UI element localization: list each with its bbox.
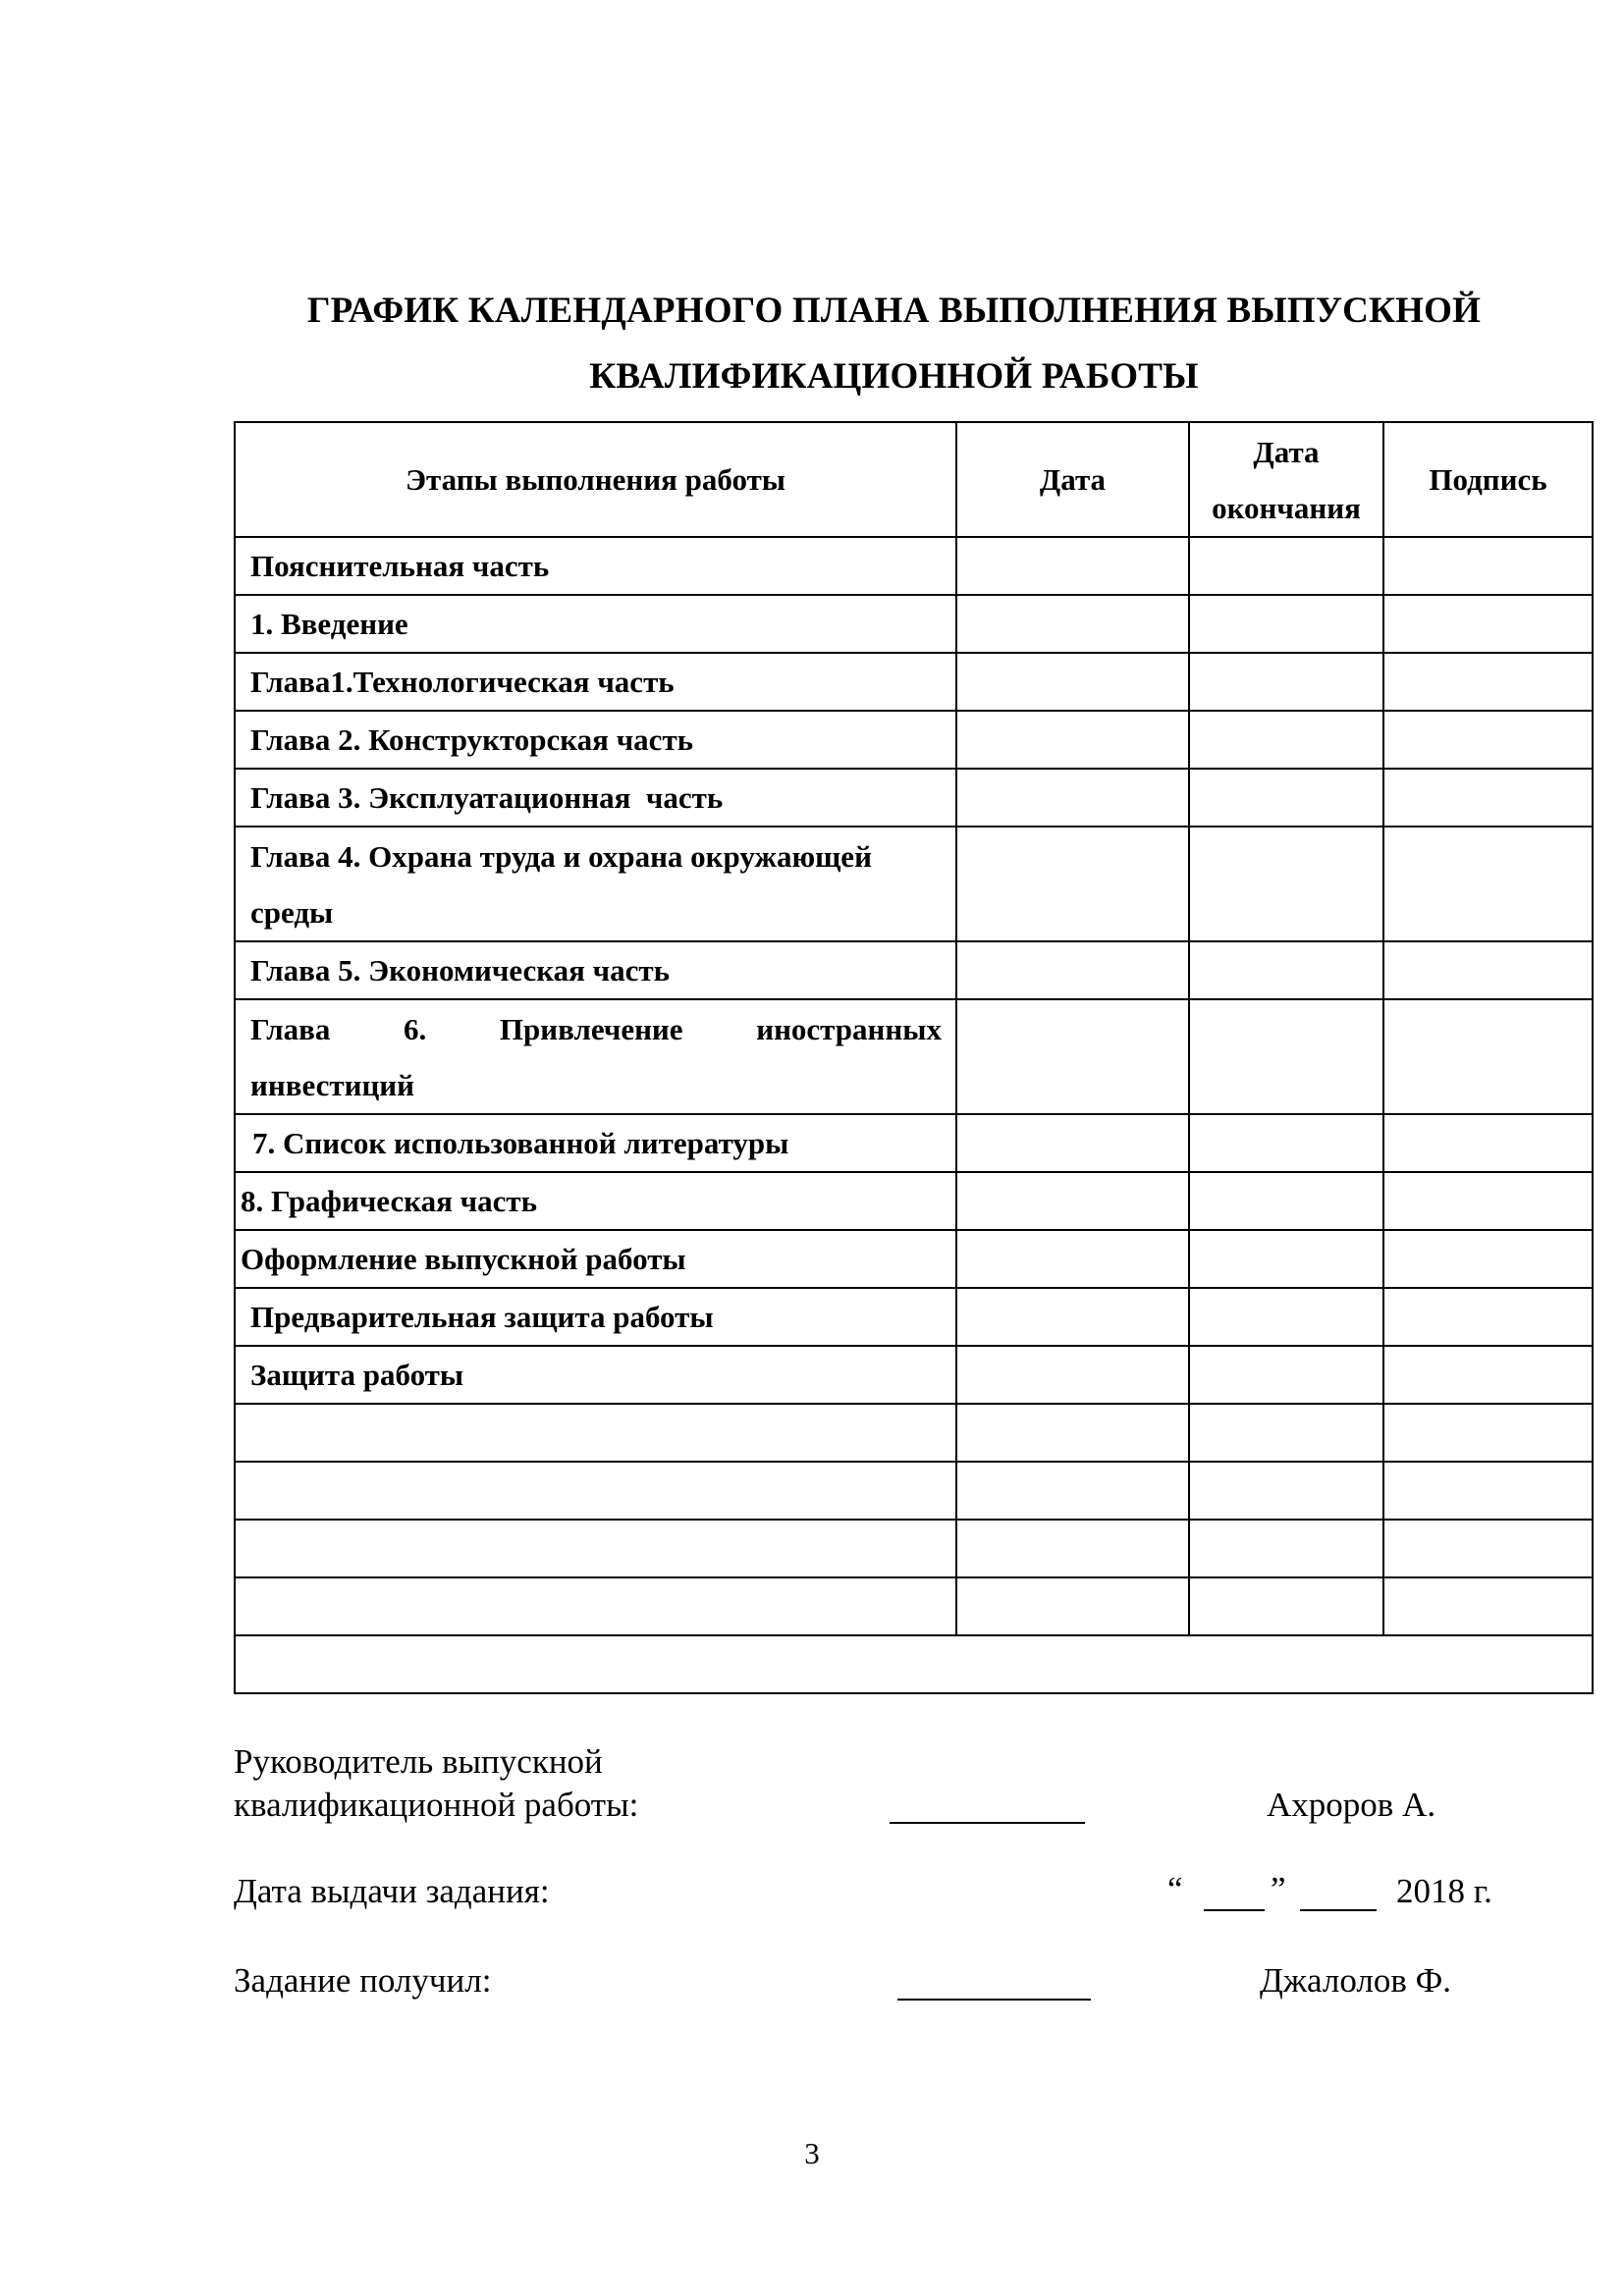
end-date-cell[interactable] [1189,1114,1383,1172]
signature-cell[interactable] [1383,1288,1593,1346]
stage-cell-line2: среды [250,894,334,930]
stage-cell-line1 [250,1001,942,1057]
header-end-date-line1: Дата [1253,434,1320,469]
table-row [235,769,1593,827]
end-date-cell[interactable] [1189,537,1383,595]
table-row [235,711,1593,769]
date-cell[interactable] [956,999,1189,1114]
title-line-1: ГРАФИК КАЛЕНДАРНОГО ПЛАНА ВЫПОЛНЕНИЯ ВЫПУСКНОЙ [306,291,1482,331]
header-signature: Подпись [1383,422,1593,537]
signature-cell[interactable] [1383,1520,1593,1577]
stage-cell [235,999,956,1114]
end-date-cell[interactable] [1189,1520,1383,1577]
signature-cell[interactable] [1383,1346,1593,1404]
schedule-table [234,421,1594,1694]
table-row [235,1346,1593,1404]
header-end-date-line2: окончания [1212,490,1361,525]
date-cell[interactable] [956,1114,1189,1172]
stage-word: Глава [250,1011,331,1046]
signature-cell[interactable] [1383,941,1593,999]
stage-cell-empty[interactable] [235,1404,956,1462]
received-label: Задание получил: [234,1961,492,2000]
stage-cell-line1: Глава 4. Охрана труда и охрана окружающей [250,838,872,874]
table-row [235,595,1593,653]
signature-cell[interactable] [1383,1577,1593,1635]
issue-day-line[interactable] [1204,1909,1265,1911]
stage-cell: Глава 3. Эксплуатационная часть [235,769,956,827]
end-date-cell[interactable] [1189,1577,1383,1635]
table-row [235,1230,1593,1288]
stage-cell-line2: инвестиций [250,1067,415,1102]
signature-cell[interactable] [1383,1114,1593,1172]
stage-cell: Глава 5. Экономическая часть [235,941,956,999]
stage-cell: Оформление выпускной работы [235,1230,956,1288]
stage-cell [235,827,956,941]
supervisor-label [234,1740,638,1827]
table-header-row [235,422,1593,537]
end-date-cell[interactable] [1189,653,1383,711]
issue-date-label: Дата выдачи задания: [234,1872,550,1910]
table-row [235,1172,1593,1230]
merged-cell[interactable] [235,1635,1593,1693]
supervisor-signature-line[interactable] [890,1822,1085,1824]
stage-cell: Пояснительная часть [235,537,956,595]
signature-cell[interactable] [1383,711,1593,769]
stage-cell: Глава 2. Конструкторская часть [235,711,956,769]
end-date-cell[interactable] [1189,769,1383,827]
date-cell[interactable] [956,1520,1189,1577]
date-cell[interactable] [956,827,1189,941]
stage-cell: Предварительная защита работы [235,1288,956,1346]
title-line-2: КВАЛИФИКАЦИОННОЙ РАБОТЫ [589,356,1199,397]
table-row-empty [235,1520,1593,1577]
signature-cell[interactable] [1383,1404,1593,1462]
page-number: 3 [804,2136,820,2170]
signature-cell[interactable] [1383,769,1593,827]
table-row [235,999,1593,1114]
stage-word: Привлечение [499,1011,683,1046]
table-row-empty [235,1577,1593,1635]
table-row [235,827,1593,941]
supervisor-label-line2: квалификационной работы: [234,1786,639,1824]
signature-cell[interactable] [1383,1230,1593,1288]
received-name: Джалолов Ф. [1260,1961,1452,2000]
stage-cell: 1. Введение [235,595,956,653]
stage-cell-empty[interactable] [235,1462,956,1520]
end-date-cell[interactable] [1189,1462,1383,1520]
table-row [235,941,1593,999]
page-title [234,278,1554,409]
signature-cell[interactable] [1383,1172,1593,1230]
header-date: Дата [956,422,1189,537]
date-cell[interactable] [956,769,1189,827]
date-cell[interactable] [956,1462,1189,1520]
end-date-cell[interactable] [1189,1230,1383,1288]
date-cell[interactable] [956,537,1189,595]
date-cell[interactable] [956,1346,1189,1404]
stage-word: иностранных [756,1011,942,1046]
end-date-cell[interactable] [1189,941,1383,999]
issue-month-line[interactable] [1300,1909,1377,1911]
supervisor-label-line1: Руководитель выпускной [234,1742,603,1781]
supervisor-name: Ахроров А. [1267,1786,1436,1824]
stage-cell: Защита работы [235,1346,956,1404]
end-date-cell[interactable] [1189,1288,1383,1346]
table-row [235,1114,1593,1172]
stage-word: 6. [404,1011,427,1046]
date-cell[interactable] [956,711,1189,769]
end-date-cell[interactable] [1189,711,1383,769]
end-date-cell[interactable] [1189,827,1383,941]
table-row [235,537,1593,595]
stage-cell: Глава1.Технологическая часть [235,653,956,711]
stage-cell-empty[interactable] [235,1577,956,1635]
end-date-cell[interactable] [1189,1404,1383,1462]
date-cell[interactable] [956,1404,1189,1462]
issue-date-year: 2018 г. [1396,1872,1492,1910]
issue-date-close-quote: ” [1271,1870,1286,1908]
date-cell[interactable] [956,1172,1189,1230]
date-cell[interactable] [956,653,1189,711]
date-cell[interactable] [956,595,1189,653]
signature-cell[interactable] [1383,653,1593,711]
issue-date-open-quote: “ [1167,1870,1183,1908]
end-date-cell[interactable] [1189,595,1383,653]
stage-cell-empty[interactable] [235,1520,956,1577]
date-cell[interactable] [956,1577,1189,1635]
table-row-empty [235,1462,1593,1520]
table-row-empty [235,1404,1593,1462]
stage-cell: 8. Графическая часть [235,1172,956,1230]
date-cell[interactable] [956,1230,1189,1288]
date-cell[interactable] [956,1288,1189,1346]
signature-cell[interactable] [1383,537,1593,595]
table-row-merged [235,1635,1593,1693]
header-stages: Этапы выполнения работы [235,422,956,537]
signature-cell[interactable] [1383,595,1593,653]
header-end-date [1189,422,1383,537]
date-cell[interactable] [956,941,1189,999]
table-row [235,653,1593,711]
end-date-cell[interactable] [1189,1346,1383,1404]
table-row [235,1288,1593,1346]
stage-cell: 7. Список использованной литературы [235,1114,956,1172]
end-date-cell[interactable] [1189,1172,1383,1230]
end-date-cell[interactable] [1189,999,1383,1114]
signature-cell[interactable] [1383,827,1593,941]
signature-cell[interactable] [1383,1462,1593,1520]
signature-cell[interactable] [1383,999,1593,1114]
received-signature-line[interactable] [897,1999,1091,2001]
